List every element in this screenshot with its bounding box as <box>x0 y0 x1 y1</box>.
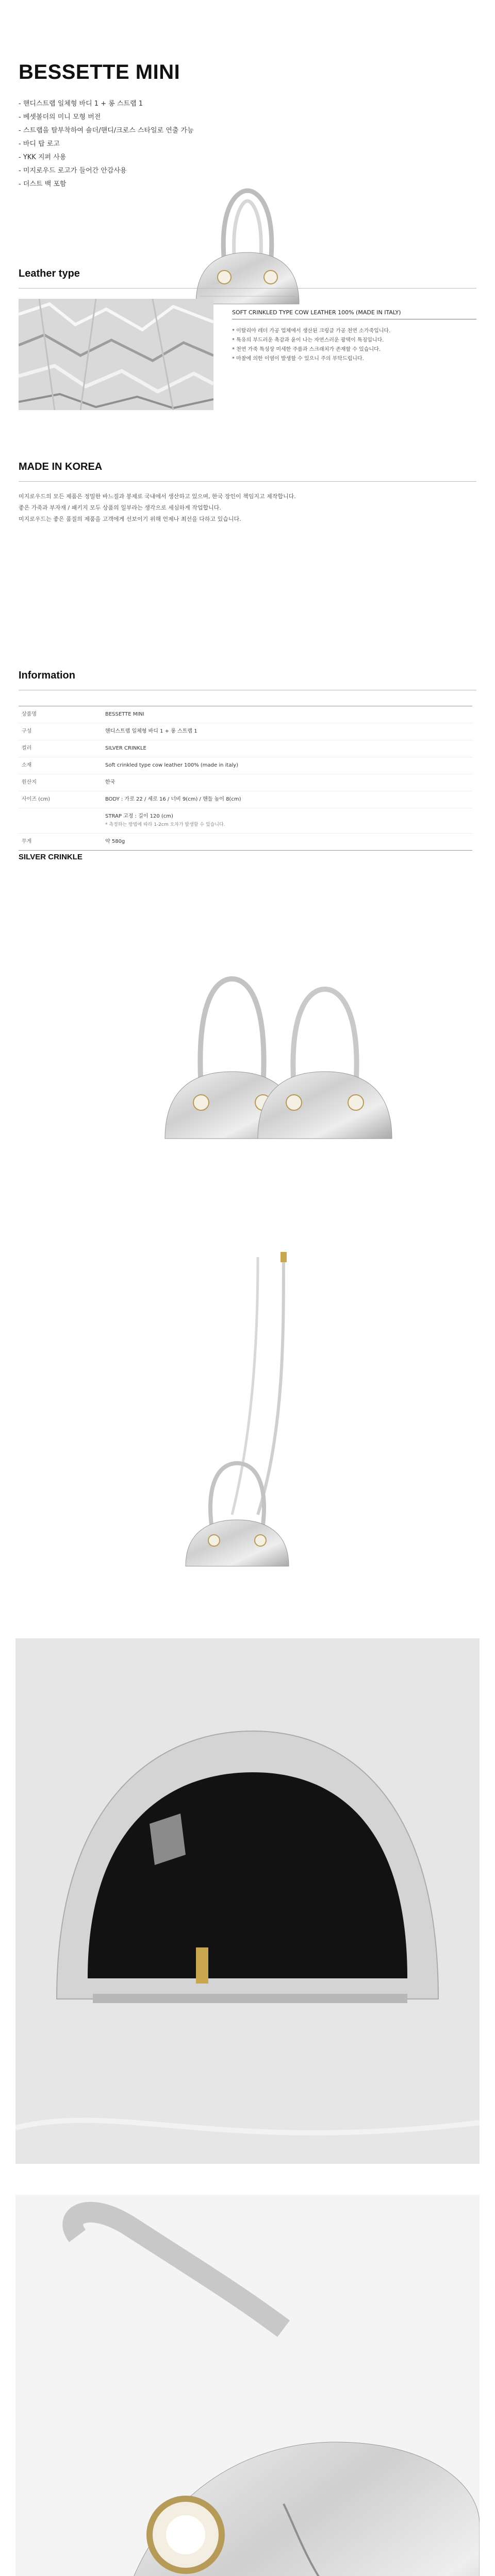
feature-item: - 더스트 백 포함 <box>19 180 67 188</box>
leather-type-section <box>19 268 476 410</box>
spec-value-text: STRAP 고정 : 길이 120 (cm) <box>105 814 173 819</box>
spec-value <box>102 774 472 791</box>
feature-list <box>19 97 476 191</box>
spec-row <box>19 774 472 791</box>
spec-key: 상품명 <box>19 706 102 723</box>
product-header <box>0 0 495 191</box>
spec-value <box>102 834 472 851</box>
spec-value <box>102 808 472 834</box>
spec-value <box>102 723 472 740</box>
spec-row <box>19 757 472 774</box>
feature-item: - 미지로우드 로고가 들어간 안감사용 <box>19 167 127 175</box>
spec-footnote: * 측정하는 방법에 따라 1-2cm 오차가 발생할 수 있습니다. <box>105 822 225 827</box>
leather-title: SOFT CRINKLED TYPE COW LEATHER 100% (MADE IN ITALY) <box>232 309 476 319</box>
spec-row <box>19 834 472 851</box>
spec-value-text: Soft crinkled type cow leather 100% (made in italy) <box>105 762 239 768</box>
made-line: 좋은 가죽과 부자재 / 패키지 모두 상품의 일부라는 생각으로 세심하게 작업합니다. <box>19 504 221 511</box>
spec-value-text: 한국 <box>105 779 116 785</box>
spec-value <box>102 706 472 723</box>
made-line: 미지로우드는 좋은 품질의 제품을 고객에게 선보이기 위해 언제나 최선을 다하고 있습니다. <box>19 516 241 522</box>
information-section <box>19 670 476 851</box>
information-heading: Information <box>19 670 75 681</box>
spec-key: 구성 <box>19 723 102 740</box>
spec-key <box>19 808 102 834</box>
spec-key: 컬러 <box>19 740 102 757</box>
divider <box>19 288 476 289</box>
made-in-korea-section <box>19 461 476 525</box>
spec-key: 원산지 <box>19 774 102 791</box>
feature-item: - YKK 지퍼 사용 <box>19 154 67 161</box>
leather-texture-image <box>19 299 213 410</box>
feature-item: - 스트랩을 탈부착하여 숄더/핸디/크로스 스타일로 연출 가능 <box>19 127 194 134</box>
spec-row <box>19 723 472 740</box>
feature-item: - 베셋볼더의 미니 모형 버전 <box>19 113 101 121</box>
spec-value-text: SILVER CRINKLE <box>105 745 146 751</box>
product-photo-pair <box>15 938 480 1206</box>
spec-row <box>19 740 472 757</box>
feature-item: - 바디 탑 로고 <box>19 140 60 148</box>
spec-value <box>102 757 472 774</box>
leather-heading: Leather type <box>19 268 80 279</box>
spec-key: 무게 <box>19 834 102 851</box>
leather-description: * 이탈리아 레더 가공 업체에서 생산된 크링클 가공 천연 소가죽입니다. * 특유의 부드러운 촉감과 윤이 나는 자연스러운 광택이 특징입니다. * 천연 가죽 특성상 미세한 주름과 스크래치가 존재할 수 있습니다. * 마찰에 의한 이염이 발생할 수 있으니 주의 부탁드립니다. <box>232 328 391 362</box>
product-title: BESSETTE MINI <box>19 61 180 83</box>
spec-key: 소재 <box>19 757 102 774</box>
spec-key: 사이즈 (cm) <box>19 791 102 808</box>
spec-row <box>19 706 472 723</box>
product-photo-strap <box>15 1236 480 1607</box>
product-photo-detail <box>15 2195 480 2576</box>
feature-item: - 핸디스트랩 일체형 바디 1 + 롱 스트랩 1 <box>19 100 143 108</box>
made-line: 미지로우드의 모든 제품은 정밀한 바느질과 봉제로 국내에서 생산하고 있으며, 한국 장인이 책임지고 제작합니다. <box>19 493 296 500</box>
spec-table <box>19 706 472 851</box>
spec-value <box>102 740 472 757</box>
spec-value <box>102 791 472 808</box>
spec-value-text: BESSETTE MINI <box>105 711 144 717</box>
spec-value-text: 핸디스트랩 일체형 바디 1 + 롱 스트랩 1 <box>105 728 197 734</box>
spec-row <box>19 791 472 808</box>
product-photo-interior <box>15 1638 480 2164</box>
made-heading: MADE IN KOREA <box>19 461 103 472</box>
divider <box>19 481 476 482</box>
gallery-heading: SILVER CRINKLE <box>19 853 82 861</box>
spec-row <box>19 808 472 834</box>
spec-value-text: BODY : 가로 22 / 세로 16 / 너비 9(cm) / 핸들 높이 8(cm) <box>105 796 241 802</box>
spec-value-text: 약 580g <box>105 839 125 844</box>
